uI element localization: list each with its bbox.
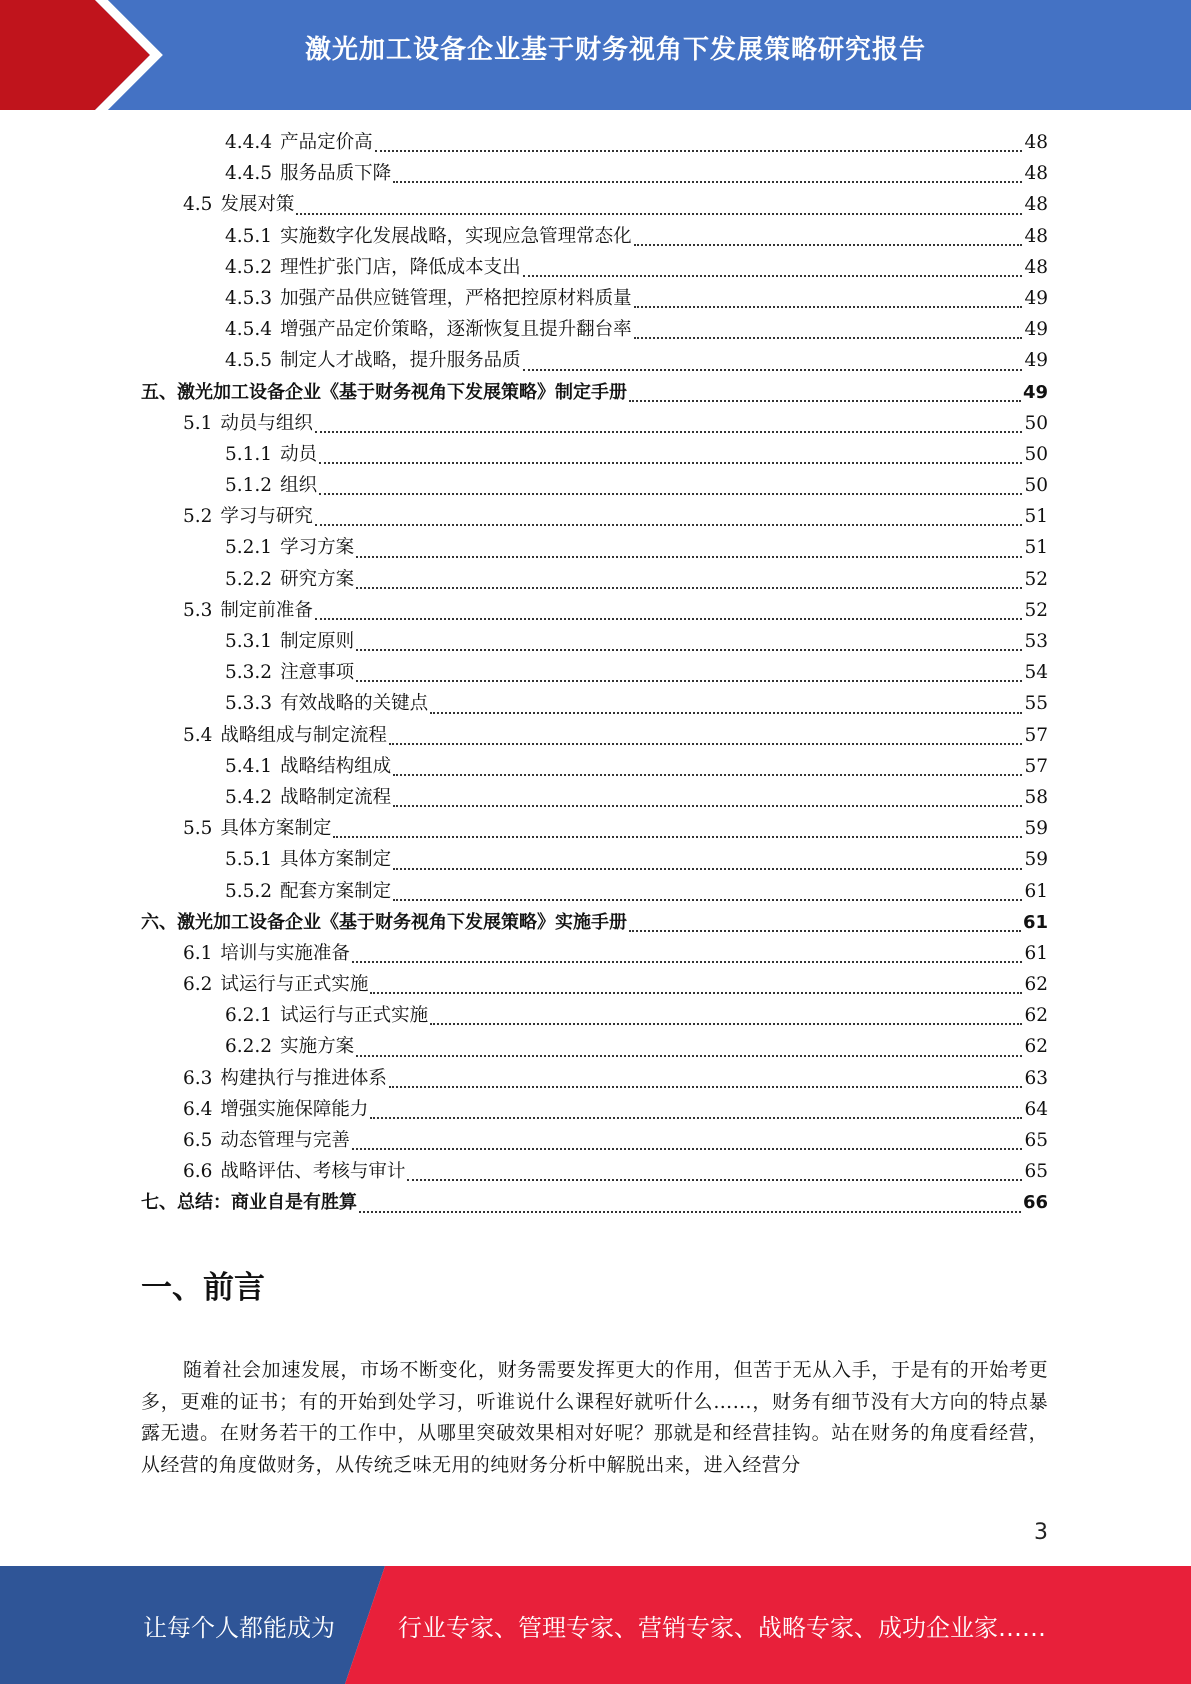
body-paragraph: 随着社会加速发展，市场不断变化，财务需要发挥更大的作用，但苦于无从入手，于是有的开始考更多，更难的证书；有的开始到处学习，听谁说什么课程好就听什么……，财务有细节没有大方向的特点暴露无遗。在财务若干的工作中，从哪里突破效果相对好呢？那就是和经营挂钩。站在财务的角度看经营，从经营的角度做财务，从传统乏味无用的纯财务分析中解脱出来，进入经营分 xyxy=(141,1359,1048,1476)
toc-entry-page: 59 xyxy=(1024,849,1048,871)
toc-entry-title: 研究方案 xyxy=(280,568,355,590)
toc-entry[interactable] xyxy=(141,596,1048,627)
toc-entry-page: 49 xyxy=(1024,350,1048,372)
toc-entry[interactable] xyxy=(141,565,1048,596)
toc-dot-leader xyxy=(356,648,1022,651)
toc-entry-page: 55 xyxy=(1024,693,1048,715)
toc-entry-number: 6.2.2 xyxy=(225,1036,273,1058)
toc-dot-leader xyxy=(393,867,1022,870)
page-header xyxy=(0,0,1191,110)
page-footer xyxy=(0,1566,1191,1684)
toc-entry-page: 50 xyxy=(1024,412,1048,434)
toc-entry-number: 5.4 xyxy=(183,724,213,746)
toc-entry-number: 6.2 xyxy=(183,974,213,996)
toc-entry-page: 49 xyxy=(1024,287,1048,309)
toc-entry-number: 4.5.1 xyxy=(225,225,273,247)
toc-dot-leader xyxy=(356,1054,1022,1057)
toc-entry[interactable] xyxy=(141,877,1048,908)
toc-dot-leader xyxy=(315,430,1023,433)
toc-entry-title: 注意事项 xyxy=(280,662,355,684)
toc-dot-leader xyxy=(356,586,1022,589)
toc-entry-title: 培训与实施准备 xyxy=(220,942,350,964)
toc-dot-leader xyxy=(352,1147,1023,1150)
toc-entry[interactable] xyxy=(141,533,1048,564)
toc-entry-page: 50 xyxy=(1024,443,1048,465)
toc-entry-title: 实施数字化发展战略，实现应急管理常态化 xyxy=(280,225,632,247)
toc-entry-number: 5.2.1 xyxy=(225,537,273,559)
toc-entry[interactable] xyxy=(141,284,1048,315)
toc-entry-number: 5.1 xyxy=(183,412,213,434)
toc-dot-leader xyxy=(634,336,1023,339)
toc-entry[interactable] xyxy=(141,1188,1048,1219)
toc-entry[interactable] xyxy=(141,1126,1048,1157)
toc-dot-leader xyxy=(430,711,1022,714)
toc-dot-leader xyxy=(370,1116,1022,1119)
toc-dot-leader xyxy=(430,1022,1022,1025)
toc-entry[interactable] xyxy=(141,1032,1048,1063)
toc-entry[interactable] xyxy=(141,315,1048,346)
toc-entry-title: 战略结构组成 xyxy=(280,755,392,777)
toc-entry-title: 五、激光加工设备企业《基于财务视角下发展策略》制定手册 xyxy=(141,381,627,403)
toc-entry-number: 4.5.3 xyxy=(225,287,273,309)
toc-dot-leader xyxy=(319,492,1022,495)
toc-entry-title: 组织 xyxy=(280,475,318,497)
toc-entry-title: 有效战略的关键点 xyxy=(280,693,429,715)
footer-slogan-right: 行业专家、管理专家、营销专家、战略专家、成功企业家…… xyxy=(398,1614,1046,1642)
toc-entry-page: 63 xyxy=(1024,1067,1048,1089)
footer-slogan-left: 让每个人都能成为 xyxy=(143,1614,335,1642)
toc-dot-leader xyxy=(356,555,1022,558)
toc-entry-page: 52 xyxy=(1024,568,1048,590)
page-number: 3 xyxy=(1034,1520,1048,1545)
toc-entry-page: 48 xyxy=(1024,132,1048,153)
toc-entry-page: 48 xyxy=(1024,194,1048,216)
toc-entry-page: 61 xyxy=(1024,942,1048,964)
toc-entry[interactable] xyxy=(141,222,1048,253)
toc-entry-number: 6.6 xyxy=(183,1161,213,1183)
toc-entry-page: 65 xyxy=(1024,1161,1048,1183)
toc-entry[interactable] xyxy=(141,783,1048,814)
toc-entry-number: 5.3.2 xyxy=(225,662,273,684)
section-heading: 一、前言 xyxy=(141,1270,265,1306)
toc-dot-leader xyxy=(389,1085,1023,1088)
toc-entry-number: 5.2.2 xyxy=(225,568,273,590)
toc-entry-number: 6.4 xyxy=(183,1098,213,1120)
toc-entry-page: 49 xyxy=(1022,381,1048,403)
toc-entry-number: 4.5.2 xyxy=(225,256,273,278)
toc-entry-page: 54 xyxy=(1024,662,1048,684)
toc-entry-page: 57 xyxy=(1024,724,1048,746)
toc-entry[interactable] xyxy=(141,502,1048,533)
toc-entry[interactable] xyxy=(141,409,1048,440)
toc-entry-page: 50 xyxy=(1024,475,1048,497)
toc-entry-title: 学习与研究 xyxy=(220,506,313,528)
toc-entry-title: 产品定价高 xyxy=(280,132,373,153)
toc-entry-title: 七、总结：商业自是有胜算 xyxy=(141,1192,357,1214)
toc-entry-page: 57 xyxy=(1024,755,1048,777)
toc-dot-leader xyxy=(315,617,1023,620)
toc-entry-title: 发展对策 xyxy=(220,194,295,216)
toc-entry[interactable] xyxy=(141,970,1048,1001)
toc-entry-title: 加强产品供应链管理，严格把控原材料质量 xyxy=(280,287,632,309)
toc-entry-title: 理性扩张门店，降低成本支出 xyxy=(280,256,521,278)
toc-entry-page: 66 xyxy=(1022,1192,1048,1214)
toc-entry-title: 六、激光加工设备企业《基于财务视角下发展策略》实施手册 xyxy=(141,911,627,933)
toc-entry-number: 5.5.2 xyxy=(225,880,273,902)
toc-dot-leader xyxy=(356,679,1022,682)
toc-entry-page: 62 xyxy=(1024,1005,1048,1027)
toc-entry-page: 62 xyxy=(1024,1036,1048,1058)
table-of-contents xyxy=(141,128,1048,1220)
toc-entry-number: 5.3.3 xyxy=(225,693,273,715)
toc-entry-number: 5.3 xyxy=(183,599,213,621)
toc-entry-page: 49 xyxy=(1024,319,1048,341)
toc-entry-title: 战略组成与制定流程 xyxy=(220,724,387,746)
toc-entry-page: 61 xyxy=(1022,911,1048,933)
toc-entry-title: 增强产品定价策略，逐渐恢复且提升翻台率 xyxy=(280,319,632,341)
toc-dot-leader xyxy=(629,929,1021,932)
toc-entry-title: 动员与组织 xyxy=(220,412,313,434)
toc-entry-number: 4.5.5 xyxy=(225,350,273,372)
toc-dot-leader xyxy=(629,399,1021,402)
toc-entry[interactable] xyxy=(141,253,1048,284)
toc-entry-page: 48 xyxy=(1024,225,1048,247)
toc-entry-number: 5.4.2 xyxy=(225,786,273,808)
toc-dot-leader xyxy=(523,274,1023,277)
toc-entry[interactable] xyxy=(141,689,1048,720)
toc-entry-title: 服务品质下降 xyxy=(280,163,392,185)
toc-entry-page: 64 xyxy=(1024,1098,1048,1120)
toc-entry-page: 52 xyxy=(1024,599,1048,621)
toc-entry-title: 试运行与正式实施 xyxy=(280,1005,429,1027)
toc-entry-title: 制定人才战略，提升服务品质 xyxy=(280,350,521,372)
toc-dot-leader xyxy=(634,243,1023,246)
toc-entry-number: 5.5.1 xyxy=(225,849,273,871)
toc-entry-page: 51 xyxy=(1024,506,1048,528)
toc-entry-title: 动态管理与完善 xyxy=(220,1130,350,1151)
toc-entry-number: 5.5 xyxy=(183,818,213,840)
toc-entry[interactable] xyxy=(141,440,1048,471)
toc-entry[interactable] xyxy=(141,939,1048,970)
toc-entry-number: 5.4.1 xyxy=(225,755,273,777)
toc-entry[interactable] xyxy=(141,1064,1048,1095)
toc-entry[interactable] xyxy=(141,190,1048,221)
toc-entry[interactable] xyxy=(141,159,1048,190)
toc-entry-title: 构建执行与推进体系 xyxy=(220,1067,387,1089)
toc-entry[interactable] xyxy=(141,627,1048,658)
toc-entry[interactable] xyxy=(141,128,1048,159)
toc-entry[interactable] xyxy=(141,658,1048,689)
toc-entry[interactable] xyxy=(141,378,1048,409)
toc-entry-page: 59 xyxy=(1024,818,1048,840)
toc-dot-leader xyxy=(393,804,1022,807)
toc-dot-leader xyxy=(319,461,1022,464)
toc-entry-page: 51 xyxy=(1024,537,1048,559)
toc-entry-number: 4.4.5 xyxy=(225,163,273,185)
toc-dot-leader xyxy=(296,212,1022,215)
toc-entry-title: 制定原则 xyxy=(280,631,355,652)
toc-entry-title: 实施方案 xyxy=(280,1036,355,1058)
toc-entry[interactable] xyxy=(141,1157,1048,1188)
toc-entry-number: 5.2 xyxy=(183,506,213,528)
toc-dot-leader xyxy=(523,368,1023,371)
toc-entry-title: 动员 xyxy=(280,443,318,465)
toc-entry[interactable] xyxy=(141,1095,1048,1126)
toc-dot-leader xyxy=(634,305,1023,308)
toc-entry-page: 58 xyxy=(1024,786,1048,808)
toc-dot-leader xyxy=(393,898,1022,901)
toc-entry-number: 6.2.1 xyxy=(225,1005,273,1027)
toc-dot-leader xyxy=(393,773,1022,776)
toc-entry-number: 6.5 xyxy=(183,1130,213,1151)
toc-dot-leader xyxy=(389,742,1023,745)
toc-dot-leader xyxy=(407,1178,1022,1181)
toc-entry[interactable] xyxy=(141,471,1048,502)
toc-entry-page: 48 xyxy=(1024,256,1048,278)
toc-dot-leader xyxy=(315,523,1023,526)
toc-dot-leader xyxy=(393,180,1022,183)
toc-entry-number: 6.1 xyxy=(183,942,213,964)
header-title: 激光加工设备企业基于财务视角下发展策略研究报告 xyxy=(304,35,926,65)
toc-entry-title: 具体方案制定 xyxy=(280,849,392,871)
toc-entry-page: 53 xyxy=(1024,631,1048,652)
toc-entry-page: 65 xyxy=(1024,1130,1048,1151)
toc-entry-page: 48 xyxy=(1024,163,1048,185)
toc-entry[interactable] xyxy=(141,1001,1048,1032)
toc-entry[interactable] xyxy=(141,721,1048,752)
toc-dot-leader xyxy=(352,960,1023,963)
toc-dot-leader xyxy=(370,991,1022,994)
toc-entry[interactable] xyxy=(141,908,1048,939)
toc-dot-leader xyxy=(375,149,1023,152)
toc-entry-number: 5.3.1 xyxy=(225,631,273,652)
toc-entry-page: 61 xyxy=(1024,880,1048,902)
toc-entry-title: 增强实施保障能力 xyxy=(220,1098,369,1120)
toc-entry[interactable] xyxy=(141,814,1048,845)
toc-entry-number: 4.4.4 xyxy=(225,132,273,153)
toc-entry[interactable] xyxy=(141,845,1048,876)
toc-entry[interactable] xyxy=(141,752,1048,783)
toc-entry-title: 具体方案制定 xyxy=(220,818,332,840)
toc-entry[interactable] xyxy=(141,346,1048,377)
toc-entry-title: 学习方案 xyxy=(280,537,355,559)
toc-entry-title: 战略评估、考核与审计 xyxy=(220,1161,406,1183)
toc-entry-title: 配套方案制定 xyxy=(280,880,392,902)
toc-dot-leader xyxy=(359,1210,1021,1213)
toc-entry-title: 制定前准备 xyxy=(220,599,313,621)
toc-entry-number: 6.3 xyxy=(183,1067,213,1089)
toc-entry-number: 4.5 xyxy=(183,194,213,216)
toc-entry-number: 5.1.2 xyxy=(225,475,273,497)
toc-entry-title: 试运行与正式实施 xyxy=(220,974,369,996)
toc-entry-number: 5.1.1 xyxy=(225,443,273,465)
toc-entry-page: 62 xyxy=(1024,974,1048,996)
toc-entry-title: 战略制定流程 xyxy=(280,786,392,808)
toc-dot-leader xyxy=(333,835,1022,838)
toc-entry-number: 4.5.4 xyxy=(225,319,273,341)
